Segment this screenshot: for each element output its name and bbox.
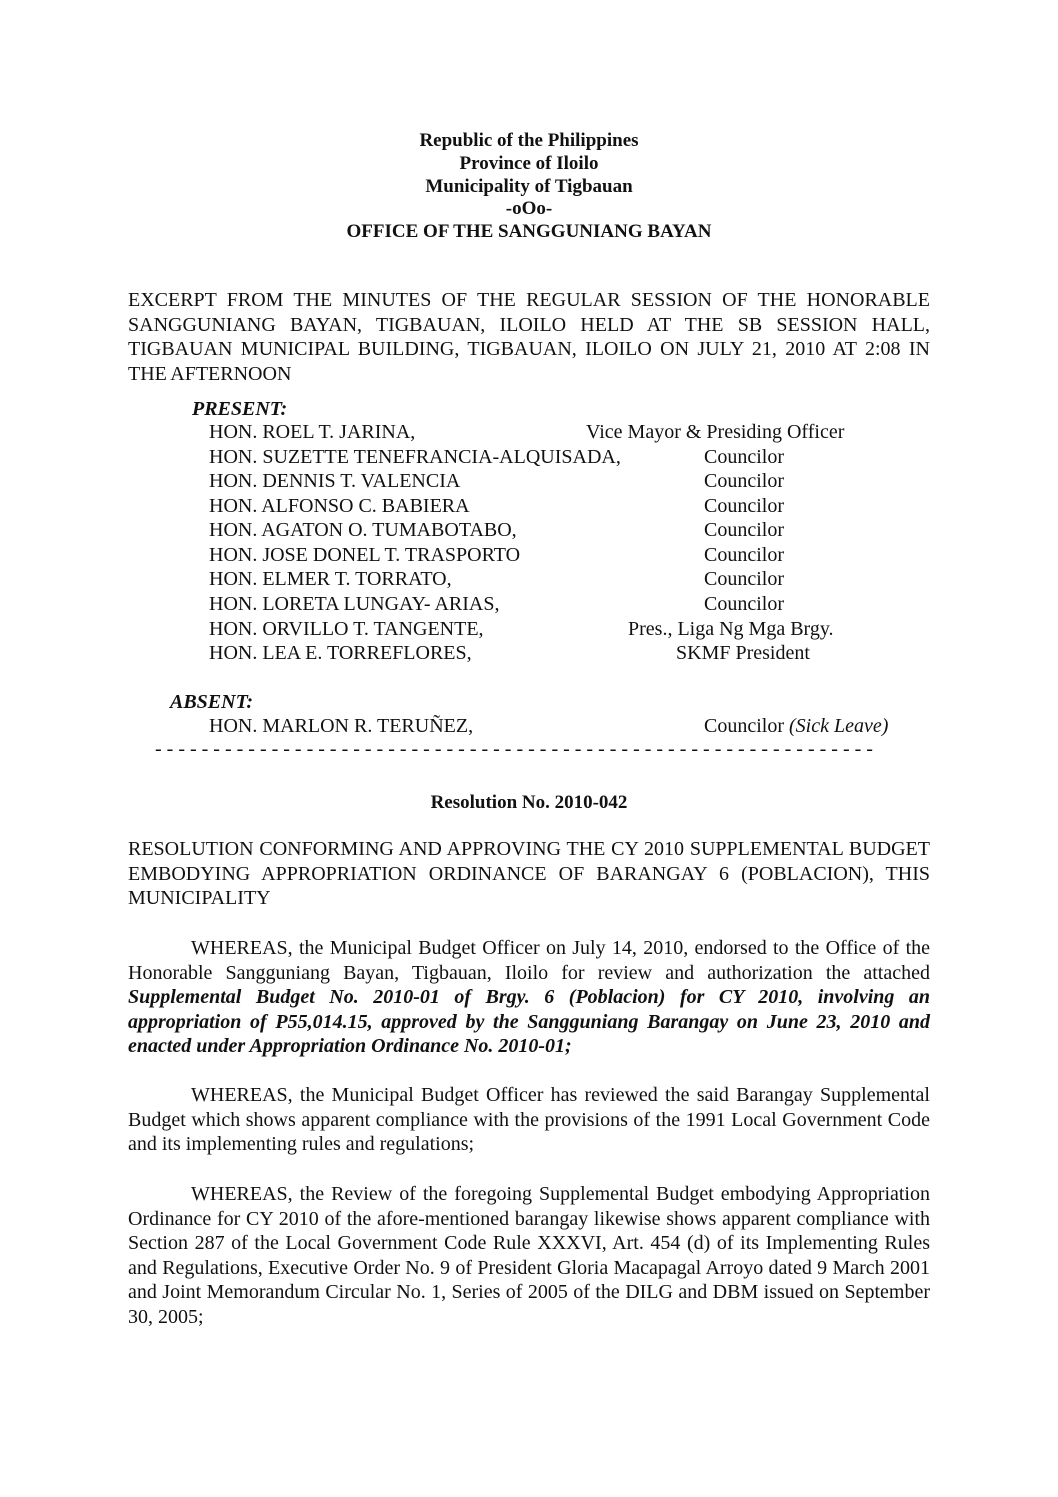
present-label: PRESENT: — [192, 398, 288, 420]
member-name: HON. ORVILLO T. TANGENTE, — [209, 618, 484, 640]
minutes-excerpt: EXCERPT FROM THE MINUTES OF THE REGULAR SESSION OF THE HONORABLE SANGGUNIANG BAYAN, TIGBAUAN, ILOILO HELD AT THE SB SESSION HALL, TIGBAUAN MUNICIPAL BUILDING, TIGBAUAN, ILOILO ON JULY 21, 2010 AT 2:08 IN THE AFTERNOON — [128, 289, 930, 385]
absence-note: (Sick Leave) — [789, 715, 889, 737]
header-province: Province of Iloilo — [459, 152, 599, 174]
whereas-paragraph-3 — [128, 1182, 930, 1330]
header-office: OFFICE OF THE SANGGUNIANG BAYAN — [346, 221, 712, 243]
member-name: HON. LEA E. TORREFLORES, — [209, 642, 472, 664]
whereas-2-text: WHEREAS, the Municipal Budget Officer has reviewed the said Barangay Supplemental Budget which shows apparent compliance with the provisions of the 1991 Local Government Code and its implementing rules and regulations; — [128, 1084, 930, 1156]
header-republic: Republic of the Philippines — [419, 130, 639, 151]
whereas-1-emphasis: Supplemental Budget No. 2010-01 of Brgy. 6 (Poblacion) for CY 2010, involving an appropriation of P55,014.15, approved by the Sangguniang Barangay on June 23, 2010 and enacted under Appropriation Ordinance No. 2010-01; — [128, 986, 930, 1058]
resolution-title: RESOLUTION CONFORMING AND APPROVING THE CY 2010 SUPPLEMENTAL BUDGET EMBODYING APPROPRIATION ORDINANCE OF BARANGAY 6 (POBLACION), THIS MUNICIPALITY — [128, 838, 930, 910]
header-municipality: Municipality of Tigbauan — [425, 175, 633, 197]
member-name: HON. MARLON R. TERUÑEZ, — [209, 715, 474, 737]
member-role: Councilor — [704, 519, 784, 541]
member-name: HON. LORETA LUNGAY- ARIAS, — [209, 593, 500, 615]
member-role: Councilor — [704, 544, 784, 566]
member-name: HON. ELMER T. TORRATO, — [209, 568, 452, 590]
header-ornament: -oOo- — [505, 198, 553, 220]
member-role — [704, 714, 888, 739]
member-name: HON. ROEL T. JARINA, — [209, 421, 416, 443]
absent-label: ABSENT: — [170, 691, 253, 713]
member-role: Councilor — [704, 495, 784, 517]
member-role: Councilor — [704, 568, 784, 590]
resolution-number: Resolution No. 2010-042 — [430, 792, 628, 813]
member-role: Councilor — [704, 470, 784, 492]
member-role: SKMF President — [676, 642, 810, 664]
whereas-paragraph-2 — [128, 1083, 930, 1157]
member-name: HON. SUZETTE TENEFRANCIA-ALQUISADA, — [209, 446, 621, 468]
member-role: Pres., Liga Ng Mga Brgy. — [628, 618, 834, 640]
member-name: HON. DENNIS T. VALENCIA — [209, 470, 461, 492]
whereas-3-text: WHEREAS, the Review of the foregoing Supplemental Budget embodying Appropriation Ordinance for CY 2010 of the afore-mentioned barangay likewise shows apparent compliance with Section 287 of the Local Government Code Rule XXXVI, Art. 454 (d) of its Implementing Rules and Regulations, Executive Order No. 9 of President Gloria Macapagal Arroyo dated 9 March 2001 and Joint Memorandum Circular No. 1, Series of 2005 of the DILG and DBM issued on September 30, 2005; — [128, 1183, 930, 1328]
member-role: Vice Mayor & Presiding Officer — [586, 421, 845, 443]
member-name: HON. ALFONSO C. BABIERA — [209, 495, 470, 517]
member-role: Councilor — [704, 446, 784, 468]
whereas-1-text: WHEREAS, the Municipal Budget Officer on July 14, 2010, endorsed to the Office of the Honorable Sangguniang Bayan, Tigbauan, Iloilo for review and authorization the attached — [128, 937, 930, 984]
member-role: Councilor — [704, 593, 784, 615]
whereas-paragraph-1 — [128, 936, 930, 1059]
member-role-text: Councilor — [704, 715, 784, 737]
member-name: HON. AGATON O. TUMABOTABO, — [209, 519, 517, 541]
letterhead — [0, 130, 1058, 244]
section-divider: - - - - - - - - - - - - - - - - - - - - - - - - - - - - - - - - - - - - - - - - - - - - - - - - - - - - - - - - - - - - - - — [155, 738, 873, 760]
member-name: HON. JOSE DONEL T. TRASPORTO — [209, 544, 521, 566]
